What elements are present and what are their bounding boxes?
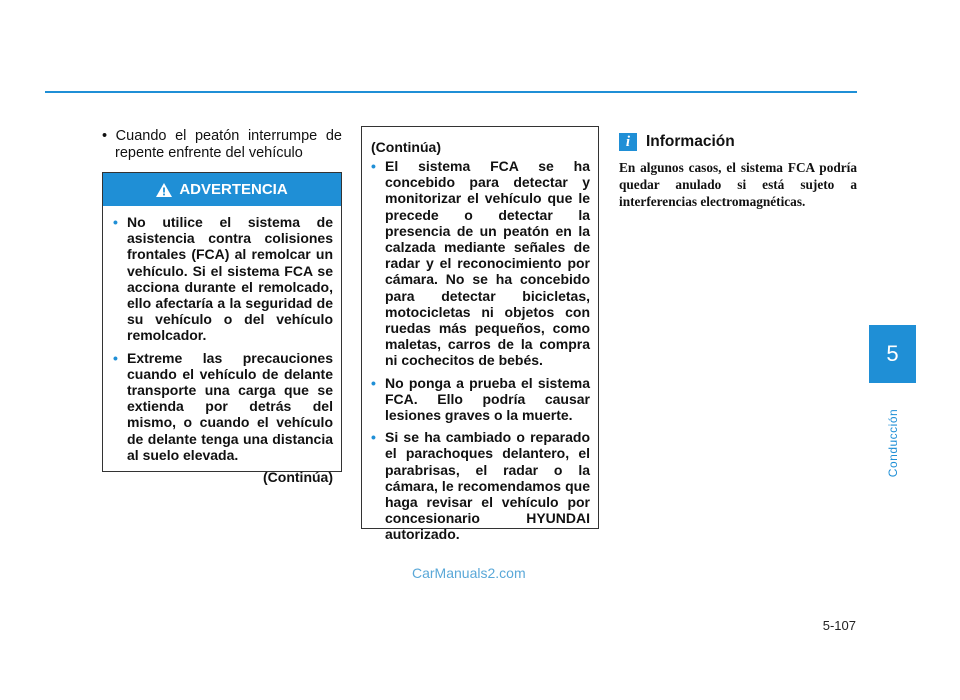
warning-item xyxy=(371,375,590,424)
warning-item-text: El sistema FCA se ha concebido para detectar y monitorizar el vehículo que le precede o detectar la presencia de un peatón en la calzada mediante señales de radar y el reconocimiento por cámara. No se ha concebido para detectar bicicletas, motocicletas ni objetos con ruedas más pequeños, como maletas, carros de la compra ni cochecitos de bebés. xyxy=(385,158,590,369)
chapter-label: Conducción xyxy=(886,408,900,478)
warning-item xyxy=(371,158,590,369)
warning-item xyxy=(113,350,333,463)
warning-header xyxy=(103,173,341,206)
warning-list xyxy=(113,214,333,485)
warning-item-text: Extreme las precauciones cuando el vehículo de delante transporte una carga que se extienda por detrás del mismo, o cuando el vehículo de delante tenga una distancia al suelo elevada. xyxy=(127,349,333,463)
info-icon: i xyxy=(619,133,637,151)
chapter-number: 5 xyxy=(886,341,899,366)
warning-box xyxy=(102,172,342,486)
warning-item-text: No ponga a prueba el sistema FCA. Ello podría causar lesiones graves o la muerte. xyxy=(385,374,590,424)
warning-triangle-icon xyxy=(156,183,172,197)
information-heading xyxy=(619,133,857,151)
information-title: Información xyxy=(646,133,735,150)
warning-title: ADVERTENCIA xyxy=(179,181,288,198)
warning-continued-box xyxy=(361,126,599,543)
continued-label: (Continúa) xyxy=(263,469,333,486)
intro-bullet xyxy=(102,128,342,162)
warning-item-text: No utilice el sistema de asistencia contra colisiones frontales (FCA) al remolcar un vehículo. Si el sistema FCA se acciona durante el remolcado, ello afectaría a la seguridad de su vehículo o del vehículo remolcador. xyxy=(127,214,333,344)
bullet-dot: • xyxy=(113,349,118,366)
bullet-dot: • xyxy=(371,429,376,446)
information-text: En algunos casos, el sistema FCA podría quedar anulado si está sujeto a interferencias electromagnéticas. xyxy=(619,160,857,209)
warning-item-text: Si se ha cambiado o reparado el parachoques delantero, el parabrisas, el radar o la cámara, le recomendamos que haga revisar el vehículo por concesionario HYUNDAI autorizado. xyxy=(385,429,590,543)
header-rule xyxy=(45,91,857,93)
bullet-dot: • xyxy=(371,158,376,174)
watermark: CarManuals2.com xyxy=(412,565,526,581)
bullet-dot: • xyxy=(113,214,118,230)
bullet-dot: • xyxy=(371,374,376,391)
intro-bullet-text: • Cuando el peatón interrumpe de repente enfrente del vehículo xyxy=(102,128,342,161)
chapter-tab xyxy=(869,325,916,383)
warning-item xyxy=(371,429,590,542)
information-section xyxy=(619,133,857,210)
warning-item xyxy=(113,214,333,344)
page-number: 5-107 xyxy=(822,618,856,633)
continued-heading: (Continúa) xyxy=(371,139,441,155)
